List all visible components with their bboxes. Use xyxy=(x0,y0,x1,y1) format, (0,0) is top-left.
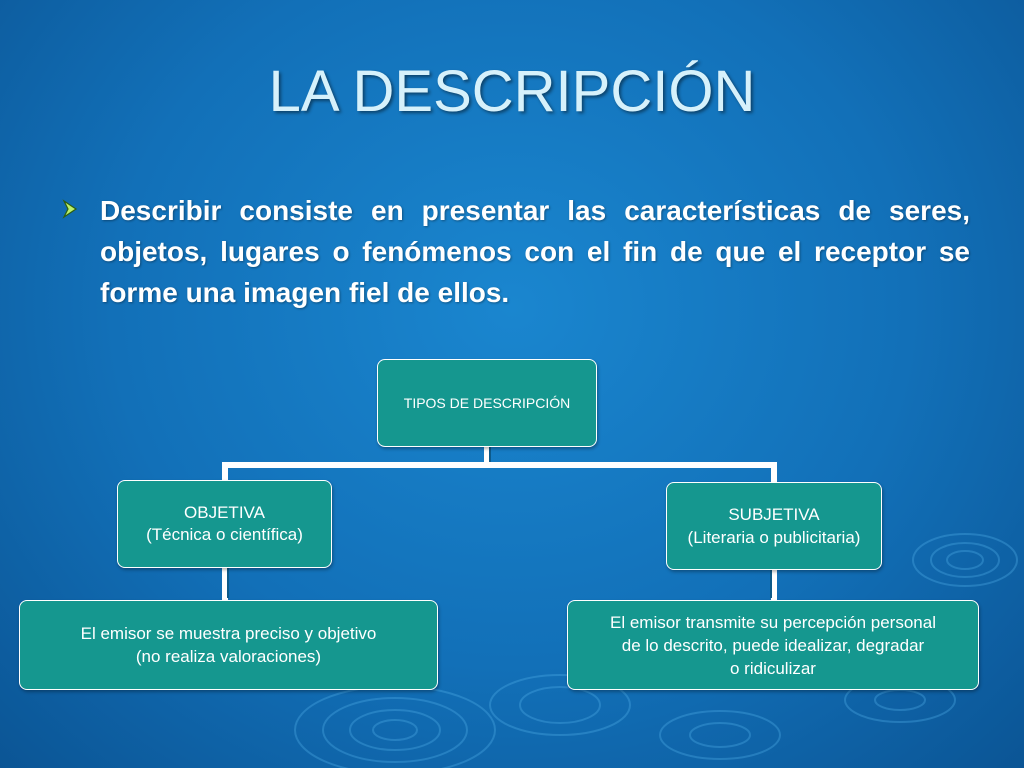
diagram-objective-label: OBJETIVA (Técnica o científica) xyxy=(146,503,303,544)
diagram-root-label: TIPOS DE DESCRIPCIÓN xyxy=(403,395,571,411)
diagram-objective-detail-label: El emisor se muestra preciso y objetivo (no realiza valoraciones) xyxy=(80,624,377,666)
diagram-subjective-detail-label: El emisor transmite su percepción personal de lo descrito, puede idealizar, degradar o ridiculizar xyxy=(610,612,936,678)
bullet-item xyxy=(60,190,970,313)
diagram-objective-node xyxy=(117,480,332,568)
diagram-subjective-label: SUBJETIVA (Literaria o publicitaria) xyxy=(687,505,861,547)
slide-title: LA DESCRIPCIÓN xyxy=(268,59,756,124)
arrow-bullet-icon xyxy=(60,198,82,220)
diagram-subjective-node xyxy=(666,482,882,570)
bullet-text: Describir consiste en presentar las características de seres, objetos, lugares o fenómenos con el fin de que el receptor se forme una imagen fiel de ellos. xyxy=(100,195,970,308)
diagram-root-node xyxy=(377,359,597,447)
diagram-objective-detail-node xyxy=(19,600,438,690)
diagram-subjective-detail-node xyxy=(567,600,979,690)
